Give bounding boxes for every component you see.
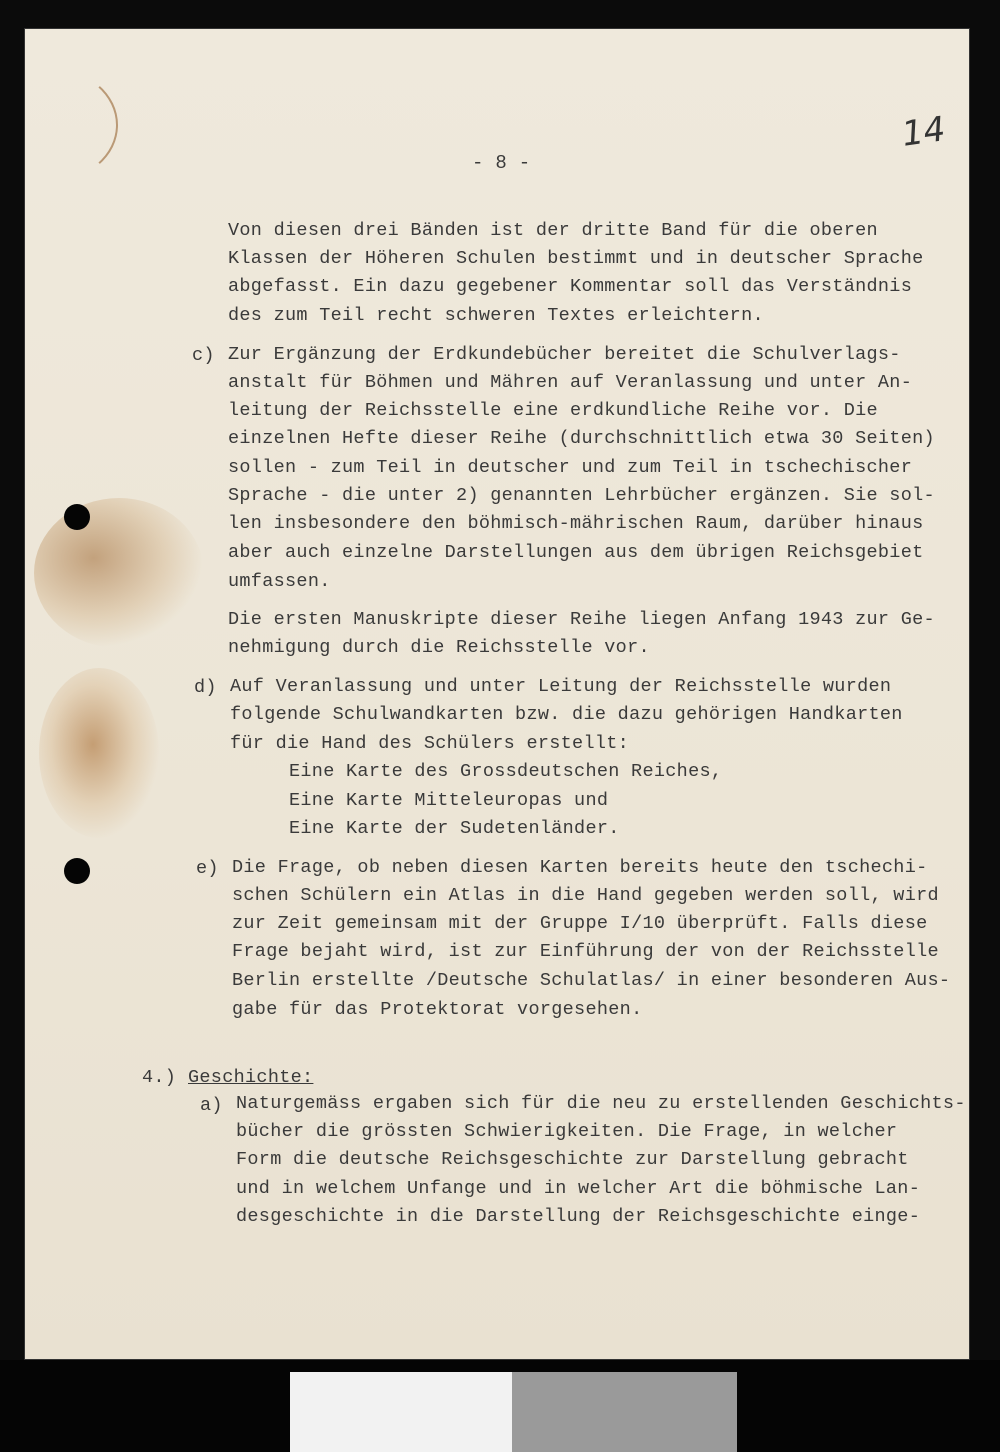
text-line: schen Schülern ein Atlas in die Hand gegeben werden soll, wird: [232, 885, 939, 906]
text-line: Von diesen drei Bänden ist der dritte Band für die oberen: [228, 220, 878, 241]
list-item: Eine Karte der Sudetenländer.: [289, 818, 620, 839]
text-line: Form die deutsche Reichsgeschichte zur Darstellung gebracht: [236, 1149, 909, 1170]
text-line: abgefasst. Ein dazu gegebener Kommentar soll das Verständnis: [228, 276, 913, 297]
item-label-d: d): [194, 677, 217, 698]
text-line: und in welchem Unfange und in welcher Art die böhmische Lan-: [236, 1178, 921, 1199]
text-line: zur Zeit gemeinsam mit der Gruppe I/10 überprüft. Falls diese: [232, 913, 928, 934]
text-line: leitung der Reichsstelle eine erdkundliche Reihe vor. Die: [228, 400, 878, 421]
text-line: einzelnen Hefte dieser Reihe (durchschnittlich etwa 30 Seiten): [228, 428, 935, 449]
section-number: 4.): [142, 1067, 177, 1088]
text-line: für die Hand des Schülers erstellt:: [230, 733, 630, 754]
text-line: des zum Teil recht schweren Textes erleichtern.: [228, 305, 764, 326]
color-target-gray: [512, 1372, 737, 1452]
burn-stain-upper: [34, 498, 204, 648]
text-line: Die Frage, ob neben diesen Karten bereits heute den tschechi-: [232, 857, 928, 878]
text-line: umfassen.: [228, 571, 331, 592]
text-line: Sprache - die unter 2) genannten Lehrbücher ergänzen. Sie sol-: [228, 485, 935, 506]
item-label-e: e): [196, 858, 219, 879]
document-page: [24, 28, 970, 1360]
color-target-white: [290, 1372, 512, 1452]
list-item: Eine Karte des Grossdeutschen Reiches,: [289, 761, 723, 782]
text-line: Auf Veranlassung und unter Leitung der Reichsstelle wurden: [230, 676, 892, 697]
text-line: Die ersten Manuskripte dieser Reihe liegen Anfang 1943 zur Ge-: [228, 609, 935, 630]
list-item: Eine Karte Mitteleuropas und: [289, 790, 609, 811]
text-line: anstalt für Böhmen und Mähren auf Veranlassung und unter An-: [228, 372, 913, 393]
item-label-a: a): [200, 1095, 223, 1116]
text-line: Naturgemäss ergaben sich für die neu zu erstellenden Geschichts-: [236, 1093, 966, 1114]
item-label-c: c): [192, 345, 215, 366]
text-line: Frage bejaht wird, ist zur Einführung der von der Reichsstelle: [232, 941, 939, 962]
page-number: - 8 -: [472, 152, 531, 174]
text-line: aber auch einzelne Darstellungen aus dem übrigen Reichsgebiet: [228, 542, 924, 563]
folio-number: 14: [899, 109, 948, 155]
text-line: sollen - zum Teil in deutscher und zum Teil in tschechischer: [228, 457, 913, 478]
text-line: nehmigung durch die Reichsstelle vor.: [228, 637, 650, 658]
text-line: Zur Ergänzung der Erdkundebücher bereitet die Schulverlags-: [228, 344, 901, 365]
text-line: gabe für das Protektorat vorgesehen.: [232, 999, 643, 1020]
text-line: bücher die grössten Schwierigkeiten. Die Frage, in welcher: [236, 1121, 898, 1142]
text-line: desgeschichte in die Darstellung der Reichsgeschichte einge-: [236, 1206, 921, 1227]
text-line: folgende Schulwandkarten bzw. die dazu gehörigen Handkarten: [230, 704, 903, 725]
burn-mark-top: [24, 68, 118, 182]
section-title: Geschichte:: [188, 1067, 314, 1088]
text-line: Klassen der Höheren Schulen bestimmt und in deutscher Sprache: [228, 248, 924, 269]
text-line: len insbesondere den böhmisch-mährischen Raum, darüber hinaus: [228, 513, 924, 534]
burn-stain-lower: [39, 668, 159, 838]
text-line: Berlin erstellte /Deutsche Schulatlas/ in einer besonderen Aus-: [232, 970, 951, 991]
punch-hole-upper: [64, 504, 90, 530]
punch-hole-lower: [64, 858, 90, 884]
